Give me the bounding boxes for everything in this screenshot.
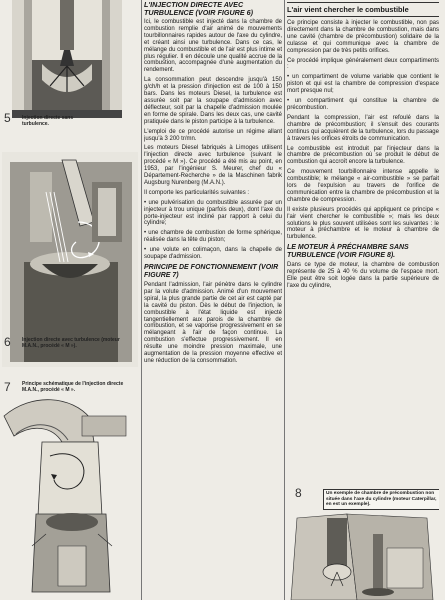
section-heading-direct-injection: L'INJECTION DIRECTE AVEC TURBULENCE (VOIR FIGURE 6) (144, 0, 254, 17)
figure-8-number: 8 (295, 486, 302, 500)
bullet-item: • une chambre de combustion de forme sphérique, réalisée dans la tête du piston; (144, 230, 282, 244)
paragraph: Pendant la compression, l'air est refoulé dans la chambre de précombustion; il s'ensuit des courants continus qui acquièrent de la turbulence, lors du passage à travers les orifices étroits de communication. (287, 114, 439, 142)
figure-7-caption: Principe schématique de l'injection directe M.A.N., procédé « M ». (22, 381, 124, 393)
section-heading-operation-principle: PRINCIPE DE FONCTIONNEMENT (VOIR FIGURE 7) (144, 264, 279, 279)
heading-rule (287, 2, 439, 3)
paragraph: Dans ce type de moteur, la chambre de combustion représente de 25 à 40 % du volume de l'espace mort. Elle peut être soit logée dans la partie supérieure de l'axe du cylindre, (287, 262, 439, 289)
section-heading-prechamber-engine: LE MOTEUR À PRÉCHAMBRE SANS TURBULENCE (VOIR FIGURE 8). (287, 244, 409, 260)
paragraph: Il comporte les particularités suivantes : (144, 189, 250, 196)
figure-6-caption: Injection directe avec turbulence (moteur M.A.N., procédé « M »). (22, 337, 120, 349)
figure-5-illustration (2, 0, 138, 150)
figure-5-number: 5 (4, 111, 11, 125)
paragraph: Pendant l'admission, l'air pénètre dans le cylindre par la volute d'admission. Animé d'un mouvement spiral, la plus grande partie de cet air est capté par la cavité du piston. Dès le début de l'injection, le combustible à l'état liquide est injecté tangentiellement aux parois de la chambre de combustion, et se vaporise progressivement en se mélangeant à l'air de façon continue. La combustion s'effectue progressivement. Il en résulte une moindre pression maximale, une augmentation de la pression moyenne effective et une réduction de la consommation. (144, 282, 282, 364)
bullet-item: • une volute en colimaçon, dans la chapelle de soupape d'admission. (144, 247, 282, 261)
bullet-item: • une pulvérisation du combustible assurée par un injecteur à trou unique (parfois deux), dont l'axe du porte-injecteur est incliné par rapport à celui du cylindre; (144, 199, 282, 227)
paragraph: La consommation peut descendre jusqu'à 150 g/ch/h et la pression d'injection est de 100 à 150 bars. Dans les moteurs Diesel, la turbulence est assurée soit par la soupape d'admission avec déflecteur, soit par la chapelle d'admission moulée en forme de spirale. Dans les deux cas, une cavité pratiquée dans le piston participe à la turbulence. (144, 77, 282, 125)
bullet-item: • un compartiment qui constitue la chambre de précombustion. (287, 98, 439, 111)
column-divider (284, 0, 285, 600)
column-divider (141, 0, 142, 600)
figure-7-illustration (2, 396, 138, 596)
figure-6-number: 6 (4, 335, 11, 349)
paragraph: Il existe plusieurs procédés qui appliquent ce principe « l'air vient chercher le combustible »; mais les deux solutions le plus souvent utilisées sont les suivantes : le moteur à préchambre et le moteur à chambre de turbulence. (287, 206, 439, 241)
figure-7-number: 7 (4, 380, 11, 394)
figure-column (0, 0, 140, 600)
paragraph: Ici, le combustible est injecté dans la chambre de combustion remplie d'air animé de mouvements tourbillonnaires rapides autour de l'axe du cylindre, et créant ainsi une turbulence. Dans ce cas, le mélange du combustible et de l'air est plus intime et plus régulier. Il en découle une qualité accrue de la combustion, accompagnée d'une augmentation du rendement. (144, 19, 282, 74)
right-text-column (287, 0, 439, 600)
paragraph: Les moteurs Diesel fabriqués à Limoges utilisent l'injection directe avec turbulence (suivant le procédé « M »). Ce procédé a été mis au point, en 1953, par l'ingénieur S. Meurer, chef du « Département-Recherche » de la Maschinen fabrik Augsburg Nurenberg (M.A.N.). (144, 145, 282, 186)
bullet-item: • un compartiment de volume variable que contient le piston et qui est la chambre de compression d'espace mort presque nul; (287, 74, 439, 95)
paragraph: Ce procédé implique généralement deux compartiments : (287, 57, 439, 71)
section-heading-air-seeks-fuel: L'air vient chercher le combustible (287, 5, 409, 14)
middle-text-column (144, 0, 282, 600)
paragraph: L'emploi de ce procédé autorise un régime allant jusqu'à 3 200 tr/mn. (144, 128, 282, 142)
paragraph: Le combustible est introduit par l'injecteur dans la chambre de précombustion où se produit le début de combustion qui accroît encore la turbulence. (287, 145, 439, 166)
paragraph: Ce mouvement tourbillonnaire intense appelle le combustible; le mélange « air-combustible » se parfait lors de l'expulsion au travers de l'orifice de communication entre la chambre de précombustion et la chambre de compression. (287, 169, 439, 203)
figure-6-illustration (2, 152, 138, 367)
heading-rule (287, 16, 439, 17)
figure-8-caption: Un exemple de chambre de précombustion non située dans l'axe du cylindre (moteur Caterpillar, en est un exemple). (323, 489, 439, 510)
figure-5-caption: Injection directe sans turbulence. (22, 115, 74, 127)
paragraph: Ce principe consiste à injecter le combustible, non pas directement dans la chambre de combustion, mais dans une cavité (chambre de précombustion) solidaire de la culasse et qui communique avec la chambre de compression par de très petits orifices. (287, 20, 439, 54)
